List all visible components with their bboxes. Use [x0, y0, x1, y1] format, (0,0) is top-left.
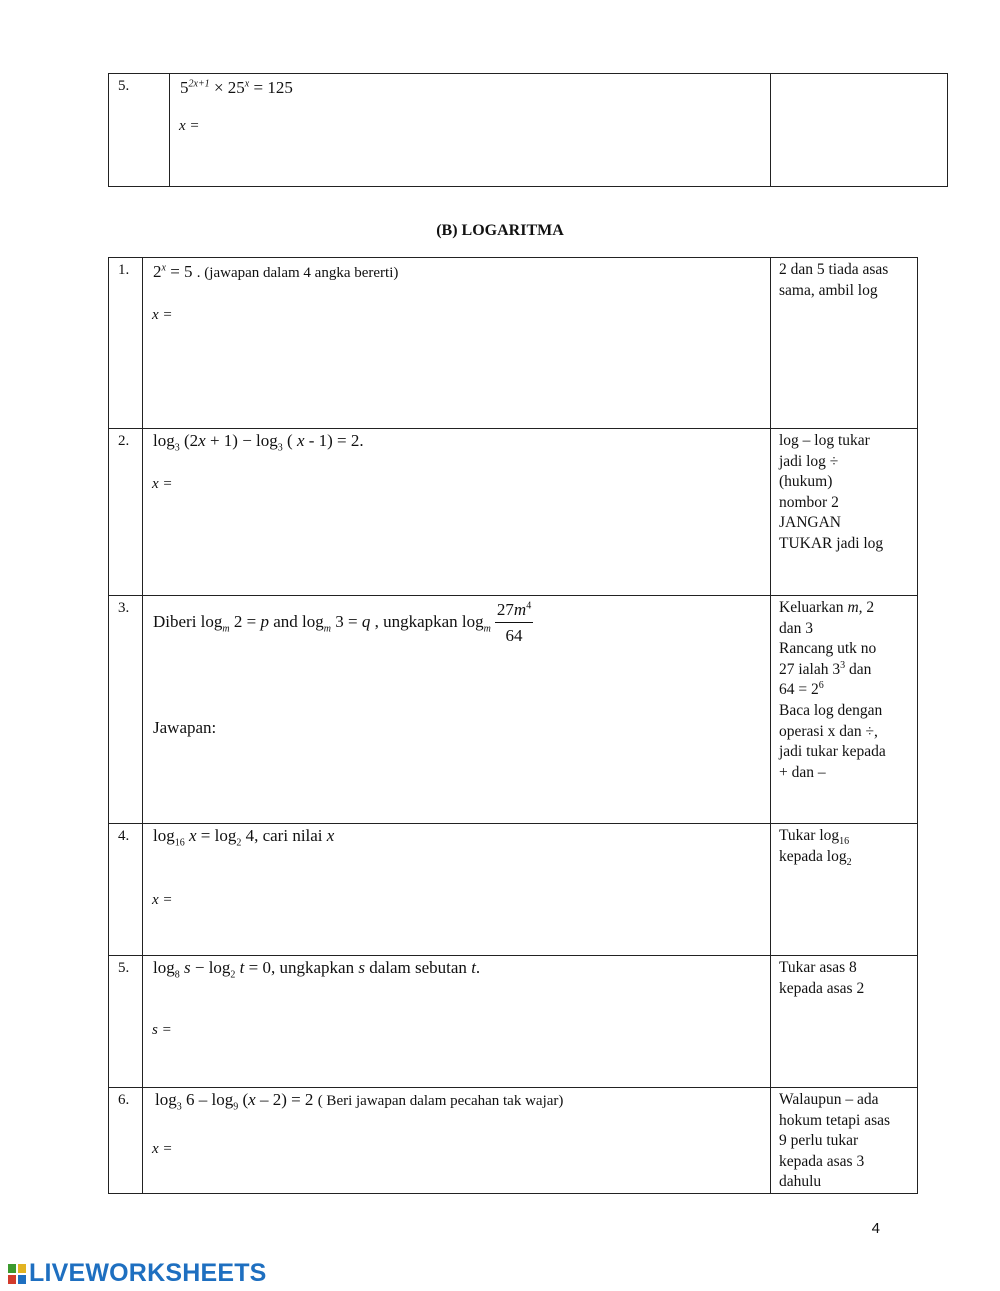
- question-text: $\log_8 s - \log_2 t = 0$, ungkapkan s dalam sebutan t.: [153, 958, 481, 981]
- table-row: [109, 596, 918, 824]
- answer-label: s =: [152, 1022, 172, 1038]
- answer-label: x =: [152, 307, 173, 323]
- row-number: 2.: [109, 429, 143, 596]
- row-number: 3.: [109, 596, 143, 824]
- question-text: 2$^x$ = 5 . (jawapan dalam 4 angka bererti): [153, 262, 399, 281]
- table-row: [109, 956, 918, 1088]
- table-row: [109, 824, 918, 956]
- answer-label: x =: [152, 892, 173, 908]
- answer-label: Jawapan:: [153, 718, 217, 737]
- hint-cell: Walaupun – ada hokum tetapi asas 9 perlu tukar kepada asas 3 dahulu: [771, 1088, 918, 1194]
- question-cell: [143, 1088, 771, 1194]
- table-row: [109, 1088, 918, 1194]
- question-text: $5^{2x+1} \times 25^x = 125$: [180, 78, 293, 97]
- question-text: Diberi $\log_m 2 = p$ and $\log_m 3 = q$ , ungkapkan $\log_m$ $\frac{27m^4}{64}$: [153, 600, 532, 645]
- hint-cell: Keluarkan m, 2 dan 3 Rancang utk no 27 ialah $3^3$ dan $64 = 2^6$ Baca log dengan operasi x dan ÷, jadi tukar kepada + dan –: [771, 596, 918, 824]
- top-question-table: [108, 73, 948, 187]
- hint-cell: log – log tukar jadi log ÷ (hukum) nombor 2 JANGAN TUKAR jadi log: [771, 429, 918, 596]
- question-cell: [143, 258, 771, 429]
- page-number: 4: [871, 1220, 880, 1237]
- row-number: 5.: [109, 956, 143, 1088]
- answer-label: x =: [152, 476, 173, 492]
- hint-cell: Tukar asas 8 kepada asas 2: [771, 956, 918, 1088]
- brand-name: LIVEWORKSHEETS: [29, 1259, 267, 1287]
- row-number: 5.: [109, 74, 170, 187]
- logarithm-table: [108, 257, 918, 1194]
- answer-label: x =: [152, 1141, 173, 1157]
- question-cell: [143, 596, 771, 824]
- question-cell: [143, 956, 771, 1088]
- row-number: 6.: [109, 1088, 143, 1194]
- hint-cell: [771, 74, 948, 187]
- question-text: $\log_{16} x = \log_2 4$, cari nilai x: [153, 826, 335, 849]
- table-row: [109, 258, 918, 429]
- question-text: $\log_3 (2x + 1) - \log_3$ ( x - 1) = 2.: [153, 431, 364, 454]
- row-number: 1.: [109, 258, 143, 429]
- row-number: 4.: [109, 824, 143, 956]
- section-title: (B) LOGARITMA: [436, 222, 564, 239]
- answer-label: x =: [179, 118, 200, 134]
- question-cell: [143, 429, 771, 596]
- question-text: $\log_3 6 - \log_9 (x - 2) = 2$ ( Beri jawapan dalam pecahan tak wajar): [155, 1090, 564, 1113]
- question-cell: [170, 74, 771, 187]
- hint-cell: Tukar $\log_{16}$ kepada $\log_2$: [771, 824, 918, 956]
- fraction: $\frac{27m^4}{64}$: [496, 600, 532, 645]
- question-cell: [143, 824, 771, 956]
- hint-cell: 2 dan 5 tiada asas sama, ambil log: [771, 258, 918, 429]
- table-row: [109, 429, 918, 596]
- liveworksheets-logo: [8, 1259, 267, 1288]
- logo-squares-icon: [8, 1264, 26, 1284]
